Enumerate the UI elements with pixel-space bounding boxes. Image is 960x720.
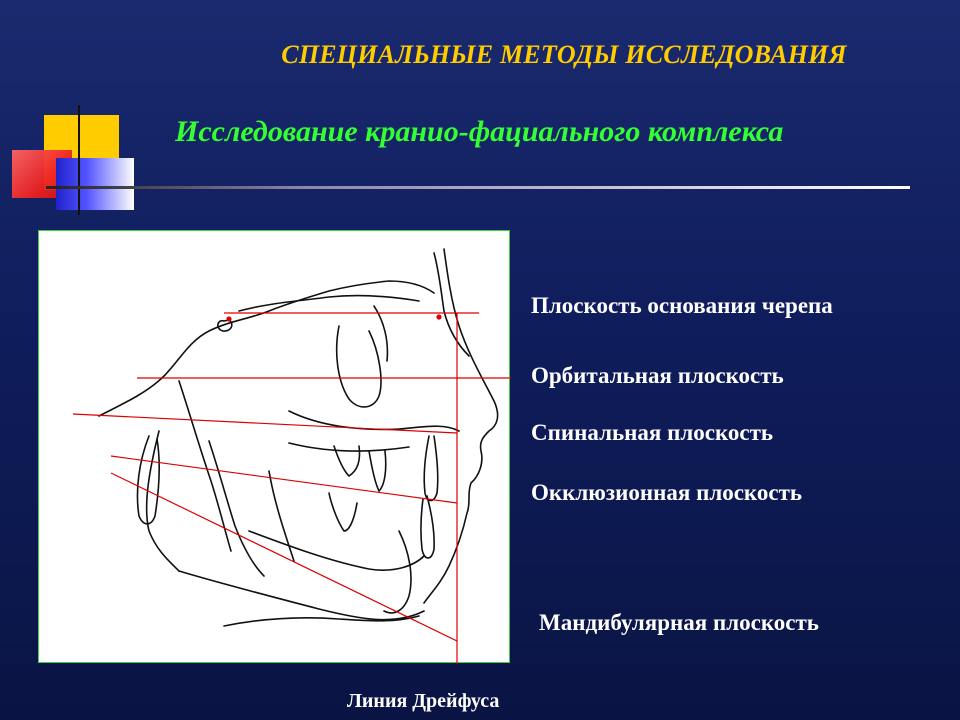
cephalometric-tracing xyxy=(38,230,510,663)
lower-molar xyxy=(329,493,357,531)
label-spinal-plane: Спинальная плоскость xyxy=(531,420,774,445)
ramus-posterior xyxy=(147,431,179,571)
nasion-point xyxy=(436,314,441,319)
mandibular-plane-line xyxy=(111,473,457,641)
slide-title: СПЕЦИАЛЬНЫЕ МЕТОДЫ ИССЛЕДОВАНИЯ xyxy=(281,40,847,69)
sella-point xyxy=(226,316,231,321)
label-dreyfus-line: Линия Дрейфуса xyxy=(347,690,500,712)
tracing-drawing xyxy=(39,231,511,664)
upper-incisor xyxy=(424,436,438,501)
label-skull-base-plane: Плоскость основания черепа xyxy=(531,293,833,318)
lower-incisor xyxy=(421,496,434,558)
occlusal-plane-line xyxy=(111,456,457,503)
slide-subtitle: Исследование кранио-фациального комплекса xyxy=(175,115,784,148)
neck-contour xyxy=(224,616,419,626)
orbit-inner-contour xyxy=(374,306,387,361)
decor-blue-square xyxy=(56,158,134,210)
maxilla-contour xyxy=(289,411,459,431)
cranial-base-contour xyxy=(99,281,434,416)
anterior-cranial-contour xyxy=(239,296,419,311)
spinal-plane-line xyxy=(73,414,457,433)
mandible-inner-contour xyxy=(249,531,424,570)
premolar xyxy=(369,451,386,491)
label-mandibular-plane: Мандибулярная плоскость xyxy=(539,610,819,635)
pharynx-contour xyxy=(269,471,294,561)
palate-contour xyxy=(289,443,409,451)
orbit-contour xyxy=(337,326,381,407)
header-divider xyxy=(46,186,910,189)
chin-symphysis xyxy=(384,531,411,613)
label-orbital-plane: Орбитальная плоскость xyxy=(531,363,784,388)
ramus-anterior xyxy=(209,441,264,576)
label-occlusal-plane: Окклюзионная плоскость xyxy=(531,480,803,505)
decor-vertical-line xyxy=(78,105,80,215)
